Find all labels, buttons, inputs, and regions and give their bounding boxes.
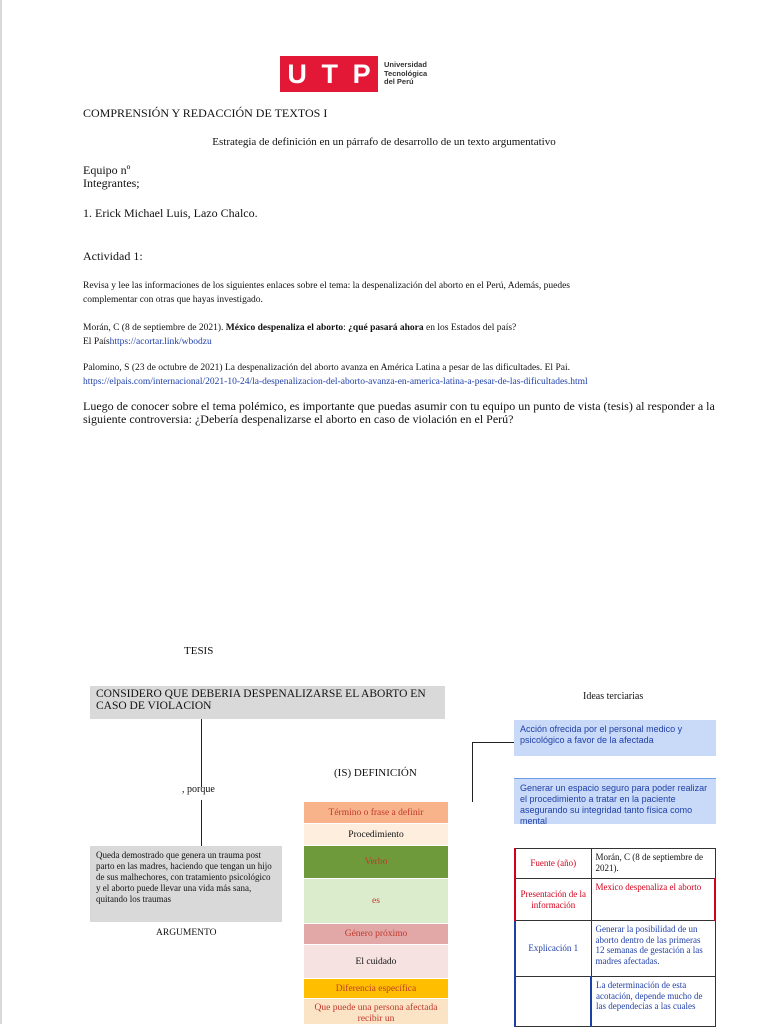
def-cuidado-text: El cuidado (355, 956, 397, 967)
source-table (514, 848, 716, 1027)
source-label-fuente: Fuente (año) (515, 849, 591, 879)
ref1-link[interactable]: https://acortar.link/wbodzu (109, 337, 212, 347)
source-row-fuente (515, 849, 715, 879)
thesis-box: CONSIDERO QUE DEBERIA DESPENALIZARSE EL ABORTO EN CASO DE VIOLACION (90, 686, 445, 719)
members-label: Integrantes; (83, 176, 140, 190)
logo-line-1: Universidad (384, 60, 427, 70)
def-genero (304, 924, 448, 944)
source-row-explicacion (515, 921, 715, 977)
utp-logo-mark (280, 56, 378, 92)
source-row-presentacion (515, 879, 715, 921)
porque-label: , porque (182, 784, 215, 795)
def-diferencia-text: Diferencia específica (335, 983, 417, 994)
def-es (304, 879, 448, 923)
member-1: 1. Erick Michael Luis, Lazo Chalco. (83, 206, 258, 220)
def-term (304, 802, 448, 823)
def-term-text: Término o frase a definir (328, 807, 424, 818)
document-subtitle: Estrategia de definición en un párrafo de desarrollo de un texto argumentativo (212, 136, 556, 148)
instructions-line-2: complementar con otras que hayas investigado. (83, 295, 263, 305)
def-verbo (304, 846, 448, 878)
logo-letter-t: T (321, 58, 338, 89)
argument-box: Queda demostrado que genera un trauma post parto en las madres, haciendo que tengan un hijo de sus malhechores, con tratamiento psicológico y el aborto puede llevar una vida más sana, quitando los traumas (90, 846, 282, 922)
connector-def-tertiary-v (472, 742, 473, 802)
def-diferencia-value (304, 999, 448, 1024)
page-edge (0, 0, 2, 1024)
def-genero-text: Género próximo (344, 929, 408, 939)
source-value-extra: La determinación de esta acotación, depende mucho de las dependecias a las cuales (591, 977, 715, 1027)
ref1-sep: : (343, 323, 349, 333)
instructions-line-1: Revisa y lee las informaciones de los siguientes enlaces sobre el tema: la despenalización del aborto en el Perú, Además, puedes (83, 281, 570, 291)
ref2-citation: Palomino, S (23 de octubre de 2021) La despenalización del aborto avanza en América Latina a pesar de las dificultades. El Pai. (83, 363, 570, 373)
def-procedimiento (304, 824, 448, 845)
utp-logo (280, 55, 440, 93)
definition-label: (IS) DEFINICIÓN (334, 767, 417, 779)
tertiary-idea-1: Acción ofrecida por el personal medico y psicológico a favor de la afectada (514, 720, 716, 756)
reference-1-source-line (83, 335, 683, 349)
source-value-explicacion: Generar la posibilidad de un aborto dentro de las primeras 12 semanas de gestación a las madres afectadas. (591, 921, 715, 977)
ref1-author: Morán, C (8 de septiembre de 2021). (83, 323, 226, 333)
logo-letter-p: P (352, 58, 371, 89)
def-verbo-text: Verbo (364, 857, 388, 867)
logo-letter-u: U (287, 58, 307, 89)
team-block (83, 164, 140, 190)
def-es-text: es (372, 896, 380, 906)
prompt-line-1: Luego de conocer sobre el tema polémico, es importante que puedas asumir con tu equipo un punto de vista (tesis) al responder a la (83, 399, 715, 413)
source-value-fuente: Morán, C (8 de septiembre de 2021). (591, 849, 715, 879)
instructions (83, 279, 683, 307)
connector-def-tertiary-h (472, 742, 514, 743)
ref1-rest: en los Estados del país? (423, 323, 517, 333)
def-procedimiento-text: Procedimiento (348, 829, 404, 840)
team-label: Equipo nº (83, 163, 131, 177)
logo-line-2: Tecnológica (384, 68, 428, 78)
logo-line-3: del Perú (384, 77, 414, 87)
source-label-explicacion: Explicación 1 (515, 921, 591, 977)
ref2-link[interactable]: https://elpais.com/internacional/2021-10-24/la-despenalizacion-del-aborto-avanza-en-america-latina-a-pesar-de-las-dificultades.html (83, 377, 588, 387)
source-label-extra (515, 977, 591, 1027)
connector-porque-argument (201, 800, 202, 846)
reference-1 (83, 321, 683, 349)
ref1-source: El País (83, 337, 110, 347)
utp-logo-text (384, 61, 427, 87)
source-row-extra (515, 977, 715, 1027)
connector-thesis-porque (201, 719, 202, 787)
def-cuidado (304, 945, 448, 978)
prompt-line-2: siguiente controversia: ¿Debería despenalizarse el aborto en caso de violación en el Perú? (83, 412, 514, 426)
tertiary-label: Ideas terciarias (583, 691, 644, 702)
ref1-title: México despenaliza el aborto (225, 323, 344, 333)
def-diferencia-value-text: Que puede una persona afectada recibir un (314, 1003, 438, 1024)
source-value-presentacion: Mexico despenaliza el aborto (591, 879, 715, 921)
reference-1-line (83, 321, 683, 335)
activity-label: Actividad 1: (83, 249, 143, 263)
def-diferencia (304, 979, 448, 998)
ref1-question: ¿qué pasará ahora (348, 323, 424, 333)
argument-label: ARGUMENTO (156, 928, 217, 938)
reference-2 (83, 361, 687, 389)
course-title: COMPRENSIÓN Y REDACCIÓN DE TEXTOS I (83, 106, 328, 120)
tesis-label: TESIS (184, 645, 214, 657)
prompt (83, 399, 715, 426)
tertiary-idea-2: Generar un espacio seguro para poder realizar el procedimiento a tratar en la paciente asegurando su integridad tanto física como mental (514, 778, 716, 824)
source-label-presentacion: Presentación de la información (515, 879, 591, 921)
